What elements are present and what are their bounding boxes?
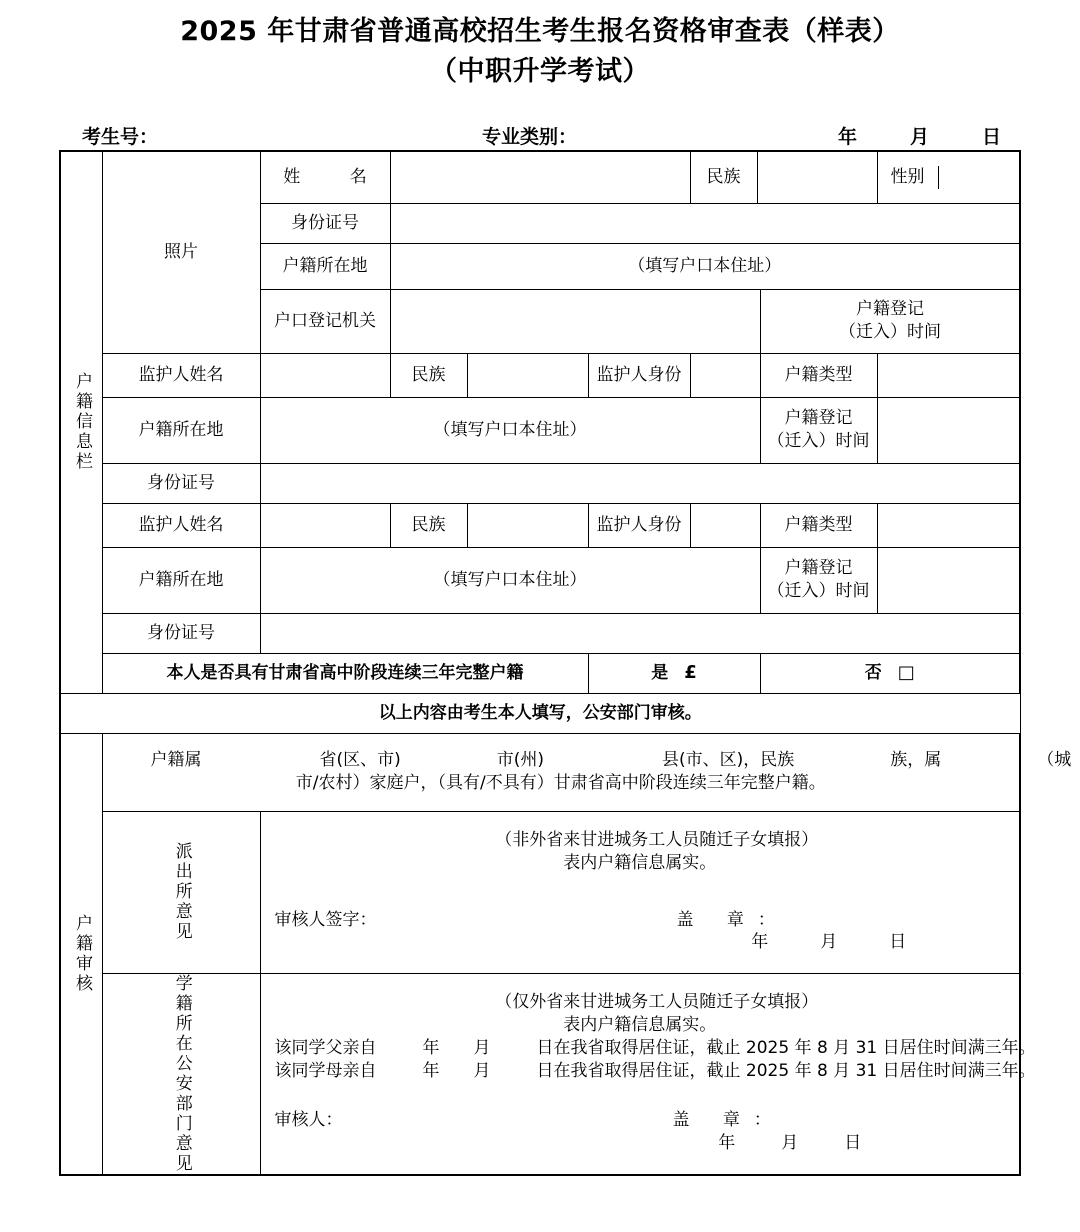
guardian1-identity-value-cell[interactable] bbox=[690, 353, 760, 397]
eligibility-question-cell bbox=[102, 653, 588, 693]
school-police-signature-line bbox=[275, 1109, 1006, 1132]
mother-line-c: 月 bbox=[473, 1061, 491, 1081]
guardian2-name-value-cell[interactable] bbox=[260, 503, 390, 547]
guardian1-residence-label: 户籍所在地 bbox=[138, 419, 224, 440]
school-police-scope-note-text: （仅外省来甘进城务工人员随迁子女填报） bbox=[495, 992, 819, 1013]
guardian2-id-label-cell bbox=[102, 613, 260, 653]
police-station-spacer bbox=[275, 875, 1006, 909]
student-residence-label: 户籍所在地 bbox=[282, 255, 368, 276]
guardian2-name-label-cell bbox=[102, 503, 260, 547]
summary-b: 省(区、市) bbox=[319, 749, 401, 770]
section-label-household-info-text: 户籍信息栏 bbox=[72, 372, 92, 473]
guardian2-identity-label-cell bbox=[588, 503, 690, 547]
guardian1-residence-label-cell bbox=[102, 397, 260, 463]
school-police-signer-label[interactable]: 审核人： bbox=[274, 1109, 343, 1130]
summary-a: 户籍属 bbox=[150, 749, 202, 770]
guardian2-residence-hint: （填写户口本住址） bbox=[433, 569, 587, 590]
summary-f: （城 bbox=[1037, 749, 1072, 770]
household-summary-cell bbox=[102, 733, 1072, 811]
row-school-police-opinion bbox=[60, 973, 1020, 1175]
header-year-label: 年 bbox=[838, 126, 858, 148]
guardian2-residence-label-cell bbox=[102, 547, 260, 613]
guardian2-id-label: 身份证号 bbox=[147, 622, 215, 643]
header-month-label: 月 bbox=[910, 126, 930, 148]
row-fill-note bbox=[60, 693, 1020, 733]
registry-time-label-line1: 户籍登记 bbox=[856, 299, 924, 320]
school-police-spacer bbox=[275, 1083, 1006, 1109]
police-station-signature-line bbox=[275, 909, 1006, 932]
title-line-1: 2025 年甘肃省普通高校招生考生报名资格审查表（样表） bbox=[180, 16, 900, 47]
mother-line-b: 年 bbox=[422, 1061, 440, 1081]
guardian2-household-type-label: 户籍类型 bbox=[784, 514, 853, 535]
student-residence-label-cell bbox=[260, 243, 390, 289]
guardian2-registry-time-value-cell[interactable] bbox=[877, 547, 1020, 613]
guardian1-registry-time-value-cell[interactable] bbox=[877, 397, 1020, 463]
section-label-household-info bbox=[60, 151, 102, 693]
registry-time-label-cell bbox=[760, 289, 1020, 353]
household-summary-line-2: 市/农村）家庭户，（具有/不具有）甘肃省高中阶段连续三年完整户籍。 bbox=[295, 772, 826, 793]
school-police-mother-line bbox=[274, 1060, 1036, 1083]
form-header-strip bbox=[60, 120, 1020, 150]
name-value-cell[interactable] bbox=[390, 151, 690, 203]
row-guardian1-residence bbox=[60, 397, 1020, 463]
name-label: 姓 名 bbox=[283, 166, 389, 187]
guardian1-identity-label: 监护人身份 bbox=[596, 364, 682, 385]
police-station-truth-note: 表内户籍信息属实。 bbox=[563, 852, 717, 873]
guardian2-residence-label: 户籍所在地 bbox=[138, 569, 224, 590]
police-station-scope-note bbox=[275, 829, 1006, 852]
guardian2-identity-value-cell[interactable] bbox=[690, 503, 760, 547]
fill-note-cell bbox=[60, 693, 1020, 733]
exam-number-label: 考生号： bbox=[82, 126, 159, 148]
guardian1-registry-time-line2: （迁入）时间 bbox=[767, 431, 870, 451]
father-line-b: 年 bbox=[422, 1038, 440, 1059]
guardian2-registry-time-line2: （迁入）时间 bbox=[767, 581, 870, 601]
guardian1-ethnicity-label-cell bbox=[390, 353, 467, 397]
summary-e: 族，属 bbox=[890, 749, 942, 770]
police-station-vertical-label: 派出所意见 bbox=[171, 842, 192, 942]
row-guardian2-basic bbox=[60, 503, 1020, 547]
father-line-a: 该同学父亲自 bbox=[274, 1038, 377, 1059]
ethnicity-value-cell[interactable] bbox=[757, 151, 877, 203]
guardian1-ethnicity-label: 民族 bbox=[411, 364, 446, 385]
row-police-station-opinion bbox=[60, 811, 1020, 973]
guardian2-residence-value-cell[interactable] bbox=[260, 547, 760, 613]
row-guardian2-residence bbox=[60, 547, 1020, 613]
guardian2-registry-time-label-cell bbox=[760, 547, 877, 613]
eligibility-no-cell[interactable] bbox=[760, 653, 1020, 693]
police-station-date-day: 日 bbox=[889, 932, 907, 953]
guardian1-registry-time-line1: 户籍登记 bbox=[784, 408, 853, 429]
police-station-scope-note-text: （非外省来甘进城务工人员随迁子女填报） bbox=[495, 829, 819, 850]
guardian1-identity-label-cell bbox=[588, 353, 690, 397]
ethnicity-label: 民族 bbox=[706, 166, 741, 187]
eligibility-yes-checkbox[interactable]: £ bbox=[684, 661, 697, 683]
row-eligibility-question bbox=[60, 653, 1020, 693]
guardian2-ethnicity-label: 民族 bbox=[411, 514, 446, 535]
registry-office-label-cell bbox=[260, 289, 390, 353]
eligibility-yes-cell[interactable] bbox=[588, 653, 760, 693]
guardian2-ethnicity-label-cell bbox=[390, 503, 467, 547]
ethnicity-label-cell bbox=[690, 151, 757, 203]
gender-value-cell[interactable] bbox=[938, 166, 1019, 189]
summary-c: 市(州) bbox=[496, 749, 545, 770]
photo-placeholder bbox=[102, 151, 260, 353]
major-category-label: 专业类别： bbox=[482, 126, 578, 148]
school-police-truth-note: 表内户籍信息属实。 bbox=[563, 1015, 717, 1036]
fill-note-text: 以上内容由考生本人填写，公安部门审核。 bbox=[378, 702, 702, 723]
guardian1-household-type-value-cell[interactable] bbox=[877, 353, 1020, 397]
school-police-date-month: 月 bbox=[781, 1132, 799, 1153]
guardian1-residence-hint: （填写户口本住址） bbox=[433, 419, 587, 440]
police-station-date-year: 年 bbox=[751, 932, 769, 953]
student-id-boxes-cell bbox=[390, 203, 1020, 243]
school-police-label-cell bbox=[102, 973, 260, 1175]
police-station-label-cell bbox=[102, 811, 260, 973]
eligibility-yes-label: 是 bbox=[651, 662, 669, 683]
student-id-label-cell bbox=[260, 203, 390, 243]
gender-label: 性别 bbox=[890, 166, 925, 187]
police-station-date-line bbox=[653, 931, 1006, 954]
student-residence-hint: （填写户口本住址） bbox=[628, 255, 782, 276]
guardian1-id-label: 身份证号 bbox=[147, 472, 215, 493]
header-day-label: 日 bbox=[982, 126, 1002, 148]
police-station-seal-label[interactable]: 盖 章： bbox=[676, 909, 789, 930]
row-guardian1-id bbox=[60, 463, 1020, 503]
school-police-vertical-label: 学籍所在公安部门意见 bbox=[171, 973, 192, 1174]
guardian2-household-type-value-cell[interactable] bbox=[877, 503, 1020, 547]
photo-label: 照片 bbox=[164, 241, 198, 262]
guardian2-household-type-label-cell bbox=[760, 503, 877, 547]
father-line-d: 日在我省取得居住证，截止 2025 年 8 月 31 日居住时间满三年。 bbox=[536, 1038, 1036, 1059]
police-station-signer-label[interactable]: 审核人签字： bbox=[274, 909, 377, 930]
student-id-label: 身份证号 bbox=[291, 212, 359, 233]
guardian1-name-label-cell bbox=[102, 353, 260, 397]
school-police-date-day: 日 bbox=[844, 1132, 862, 1153]
guardian2-registry-time-line1: 户籍登记 bbox=[784, 558, 853, 579]
guardian1-household-type-label: 户籍类型 bbox=[784, 364, 853, 385]
mother-line-a: 该同学母亲自 bbox=[274, 1061, 377, 1081]
school-police-seal-label[interactable]: 盖 章： bbox=[672, 1109, 785, 1130]
guardian2-name-label: 监护人姓名 bbox=[138, 514, 224, 535]
guardian1-id-boxes-cell bbox=[260, 463, 1020, 503]
registration-form-table bbox=[59, 150, 1072, 1176]
summary-d: 县(市、区)，民族 bbox=[662, 749, 795, 770]
registry-office-value-cell[interactable] bbox=[390, 289, 760, 353]
guardian2-identity-label: 监护人身份 bbox=[596, 514, 682, 535]
student-residence-value-cell[interactable] bbox=[390, 243, 1020, 289]
registry-office-label: 户口登记机关 bbox=[274, 310, 376, 331]
row-household-summary bbox=[60, 733, 1020, 811]
guardian2-id-boxes-cell bbox=[260, 613, 1020, 653]
row-guardian1-basic bbox=[60, 353, 1020, 397]
section-label-household-review-text: 户籍审核 bbox=[72, 913, 92, 994]
row-name bbox=[60, 151, 1020, 203]
page-title bbox=[0, 0, 1080, 92]
school-police-date-year: 年 bbox=[718, 1132, 736, 1153]
gender-group-cell bbox=[877, 151, 1020, 203]
eligibility-question-label: 本人是否具有甘肃省高中阶段连续三年完整户籍 bbox=[166, 662, 524, 683]
eligibility-no-checkbox[interactable]: □ bbox=[897, 661, 915, 683]
section-label-household-review bbox=[60, 733, 102, 1175]
guardian1-name-label: 监护人姓名 bbox=[138, 364, 224, 385]
name-label-cell bbox=[260, 151, 390, 203]
father-line-c: 月 bbox=[473, 1038, 491, 1059]
guardian1-ethnicity-value-cell[interactable] bbox=[467, 353, 588, 397]
household-summary-line-1 bbox=[117, 749, 1072, 772]
guardian1-id-label-cell bbox=[102, 463, 260, 503]
guardian2-ethnicity-value-cell[interactable] bbox=[467, 503, 588, 547]
eligibility-no-label: 否 bbox=[864, 662, 882, 683]
guardian1-registry-time-label-cell bbox=[760, 397, 877, 463]
guardian1-name-value-cell[interactable] bbox=[260, 353, 390, 397]
school-police-scope-note bbox=[275, 991, 1006, 1014]
police-station-content-cell bbox=[260, 811, 1020, 973]
row-guardian2-id bbox=[60, 613, 1020, 653]
guardian1-residence-value-cell[interactable] bbox=[260, 397, 760, 463]
police-station-date-month: 月 bbox=[820, 932, 838, 953]
title-line-2: （中职升学考试） bbox=[430, 56, 650, 87]
school-police-father-line bbox=[274, 1037, 1036, 1060]
registry-time-label-line2: （迁入）时间 bbox=[839, 322, 941, 342]
school-police-date-line bbox=[575, 1132, 1006, 1155]
school-police-content-cell bbox=[260, 973, 1036, 1175]
mother-line-d: 日在我省取得居住证，截止 2025 年 8 月 31 日居住时间满三年。 bbox=[536, 1061, 1036, 1081]
guardian1-household-type-label-cell bbox=[760, 353, 877, 397]
